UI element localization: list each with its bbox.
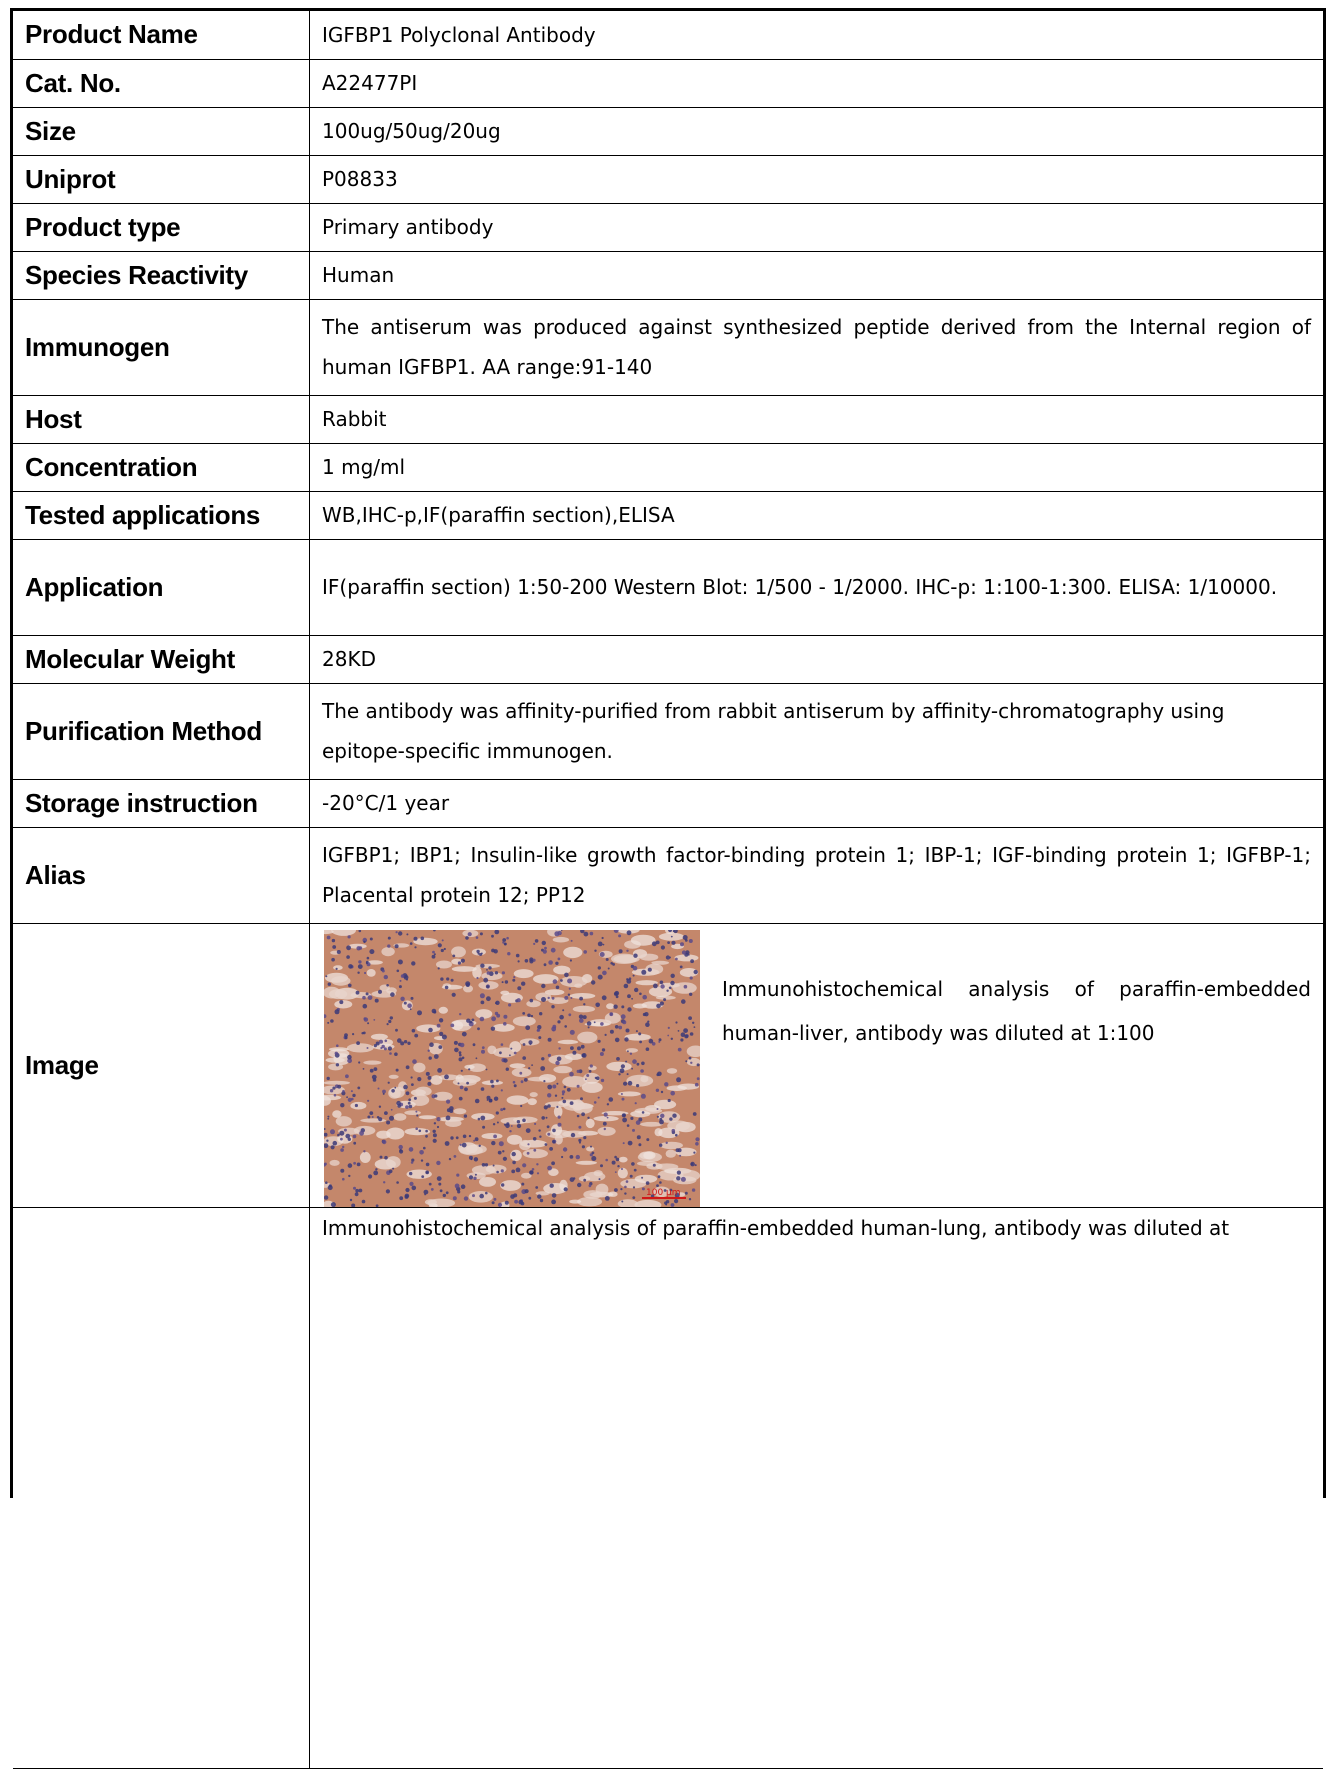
table-row: [13, 299, 1323, 395]
ihc-liver-micrograph: [324, 930, 700, 1207]
table-row-image-2: [13, 1207, 1323, 1768]
row-label: Immunogen: [13, 299, 310, 395]
table-row: [13, 635, 1323, 683]
table-row: [13, 59, 1323, 107]
product-spec-sheet: [10, 8, 1326, 1498]
row-value: IF(paraffin section) 1:50-200 Western Blot: 1/500 - 1/2000. IHC-p: 1:100-1:300. ELISA: 1/10000.: [310, 539, 1324, 635]
table-row: [13, 11, 1323, 59]
scale-bar-label: 100 μm: [646, 1187, 681, 1198]
table-row: [13, 683, 1323, 779]
row-label: Product type: [13, 203, 310, 251]
table-row-image: [13, 923, 1323, 1207]
table-row: [13, 491, 1323, 539]
image-cell: [310, 923, 1324, 1207]
row-value: The antibody was affinity-purified from rabbit antiserum by affinity-chromatography using epitope-specific immunogen.: [310, 683, 1324, 779]
row-value: Primary antibody: [310, 203, 1324, 251]
row-value: Human: [310, 251, 1324, 299]
table-row: [13, 443, 1323, 491]
table-row: [13, 827, 1323, 923]
row-label: Uniprot: [13, 155, 310, 203]
scale-bar: [324, 930, 700, 1207]
row-value: 1 mg/ml: [310, 443, 1324, 491]
row-value: The antiserum was produced against synthesized peptide derived from the Internal region of human IGFBP1. AA range:91-140: [310, 299, 1324, 395]
table-row: [13, 539, 1323, 635]
row-value: 28KD: [310, 635, 1324, 683]
row-label: Product Name: [13, 11, 310, 59]
row-value: 100ug/50ug/20ug: [310, 107, 1324, 155]
row-label: Cat. No.: [13, 59, 310, 107]
row-value: A22477PI: [310, 59, 1324, 107]
row-value: IGFBP1 Polyclonal Antibody: [310, 11, 1324, 59]
product-spec-table: [13, 11, 1323, 1769]
table-row: [13, 107, 1323, 155]
row-label: Molecular Weight: [13, 635, 310, 683]
row-label: Species Reactivity: [13, 251, 310, 299]
row-label: Tested applications: [13, 491, 310, 539]
row-value: Rabbit: [310, 395, 1324, 443]
image-caption: Immunohistochemical analysis of paraffin-embedded human-liver, antibody was diluted at 1:100: [722, 976, 1311, 1045]
row-label: Host: [13, 395, 310, 443]
image-cell: [310, 1207, 1324, 1768]
row-label: Application: [13, 539, 310, 635]
row-label: Image: [13, 923, 310, 1207]
row-value: IGFBP1; IBP1; Insulin-like growth factor-binding protein 1; IBP-1; IGF-binding protein 1; IGFBP-1; Placental protein 12; PP12: [310, 827, 1324, 923]
row-value: -20°C/1 year: [310, 779, 1324, 827]
row-label: Concentration: [13, 443, 310, 491]
table-row: [13, 251, 1323, 299]
table-row: [13, 395, 1323, 443]
row-value: P08833: [310, 155, 1324, 203]
table-row: [13, 155, 1323, 203]
table-row: [13, 779, 1323, 827]
row-label: Purification Method: [13, 683, 310, 779]
row-value: WB,IHC-p,IF(paraffin section),ELISA: [310, 491, 1324, 539]
row-label: Alias: [13, 827, 310, 923]
row-label: [13, 1207, 310, 1768]
row-label: Storage instruction: [13, 779, 310, 827]
row-label: Size: [13, 107, 310, 155]
image-caption: Immunohistochemical analysis of paraffin-embedded human-lung, antibody was diluted at: [322, 1215, 1230, 1240]
table-row: [13, 203, 1323, 251]
